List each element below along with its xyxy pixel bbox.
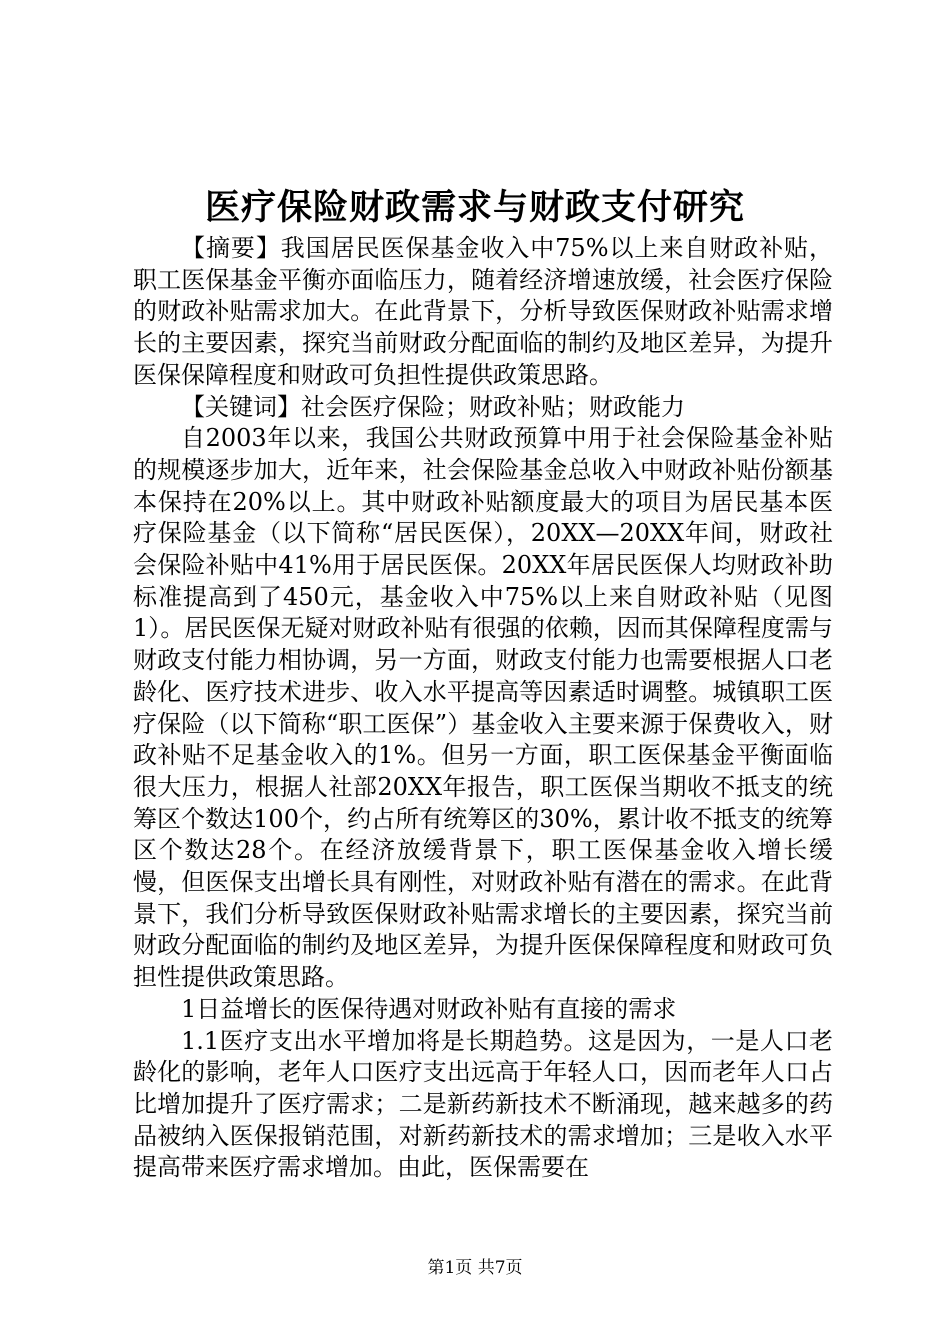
section-heading: 1日益增长的医保待遇对财政补贴有直接的需求 xyxy=(181,994,677,1023)
intro-paragraph: 自2003年以来，我国公共财政预算中用于社会保险基金补贴的规模逐步加大，近年来，社会保险基金总收入中财政补贴份额基本保持在20%以上。其中财政补贴额度最大的项目为居民基本医疗保险基金（以下简称“居民医保），20XX—20XX年间，财政社会保险补贴中41%用于居民医保。20XX年居民医保人均财政补助标准提高到了450元，基金收入中75%以上来自财政补贴（见图1）。居民医保无疑对财政补贴有很强的依赖，因而其保障程度需与财政支付能力相协调，另一方面，财政支付能力也需要根据人口老龄化、医疗技术进步、收入水平提高等因素适时调整。城镇职工医疗保险（以下简称“职工医保”）基金收入主要来源于保费收入，财政补贴不足基金收入的1%。但另一方面，职工医保基金平衡面临很大压力，根据人社部20XX年报告，职工医保当期收不抵支的统筹区个数达100个，约占所有统筹区的30%，累计收不抵支的统筹区个数达28个。在经济放缓背景下，职工医保基金收入增长缓慢，但医保支出增长具有刚性，对财政补贴有潜在的需求。在此背景下，我们分析导致医保财政补贴需求增长的主要因素，探究当前财政分配面临的制约及地区差异，为提升医保保障程度和财政可负担性提供政策思路。 xyxy=(133,424,833,992)
document-body xyxy=(133,233,833,1184)
keywords-paragraph: 【关键词】社会医疗保险；财政补贴；财政能力 xyxy=(181,392,685,421)
abstract-paragraph: 【摘要】我国居民医保基金收入中75%以上来自财政补贴，职工医保基金平衡亦面临压力，随着经济增速放缓，社会医疗保险的财政补贴需求加大。在此背景下，分析导致医保财政补贴需求增长的主要因素，探究当前财政分配面临的制约及地区差异，为提升医保保障程度和财政可负担性提供政策思路。 xyxy=(133,234,833,389)
subsection-paragraph: 1.1医疗支出水平增加将是长期趋势。这是因为，一是人口老龄化的影响，老年人口医疗支出远高于年轻人口，因而老年人口占比增加提升了医疗需求；二是新药新技术不断涌现，越来越多的药品被纳入医保报销范围，对新药新技术的需求增加；三是收入水平提高带来医疗需求增加。由此，医保需要在 xyxy=(133,1026,833,1182)
page-footer: 第1页 共7页 xyxy=(427,1258,523,1278)
document-title: 医疗保险财政需求与财政支付研究 xyxy=(204,188,745,228)
